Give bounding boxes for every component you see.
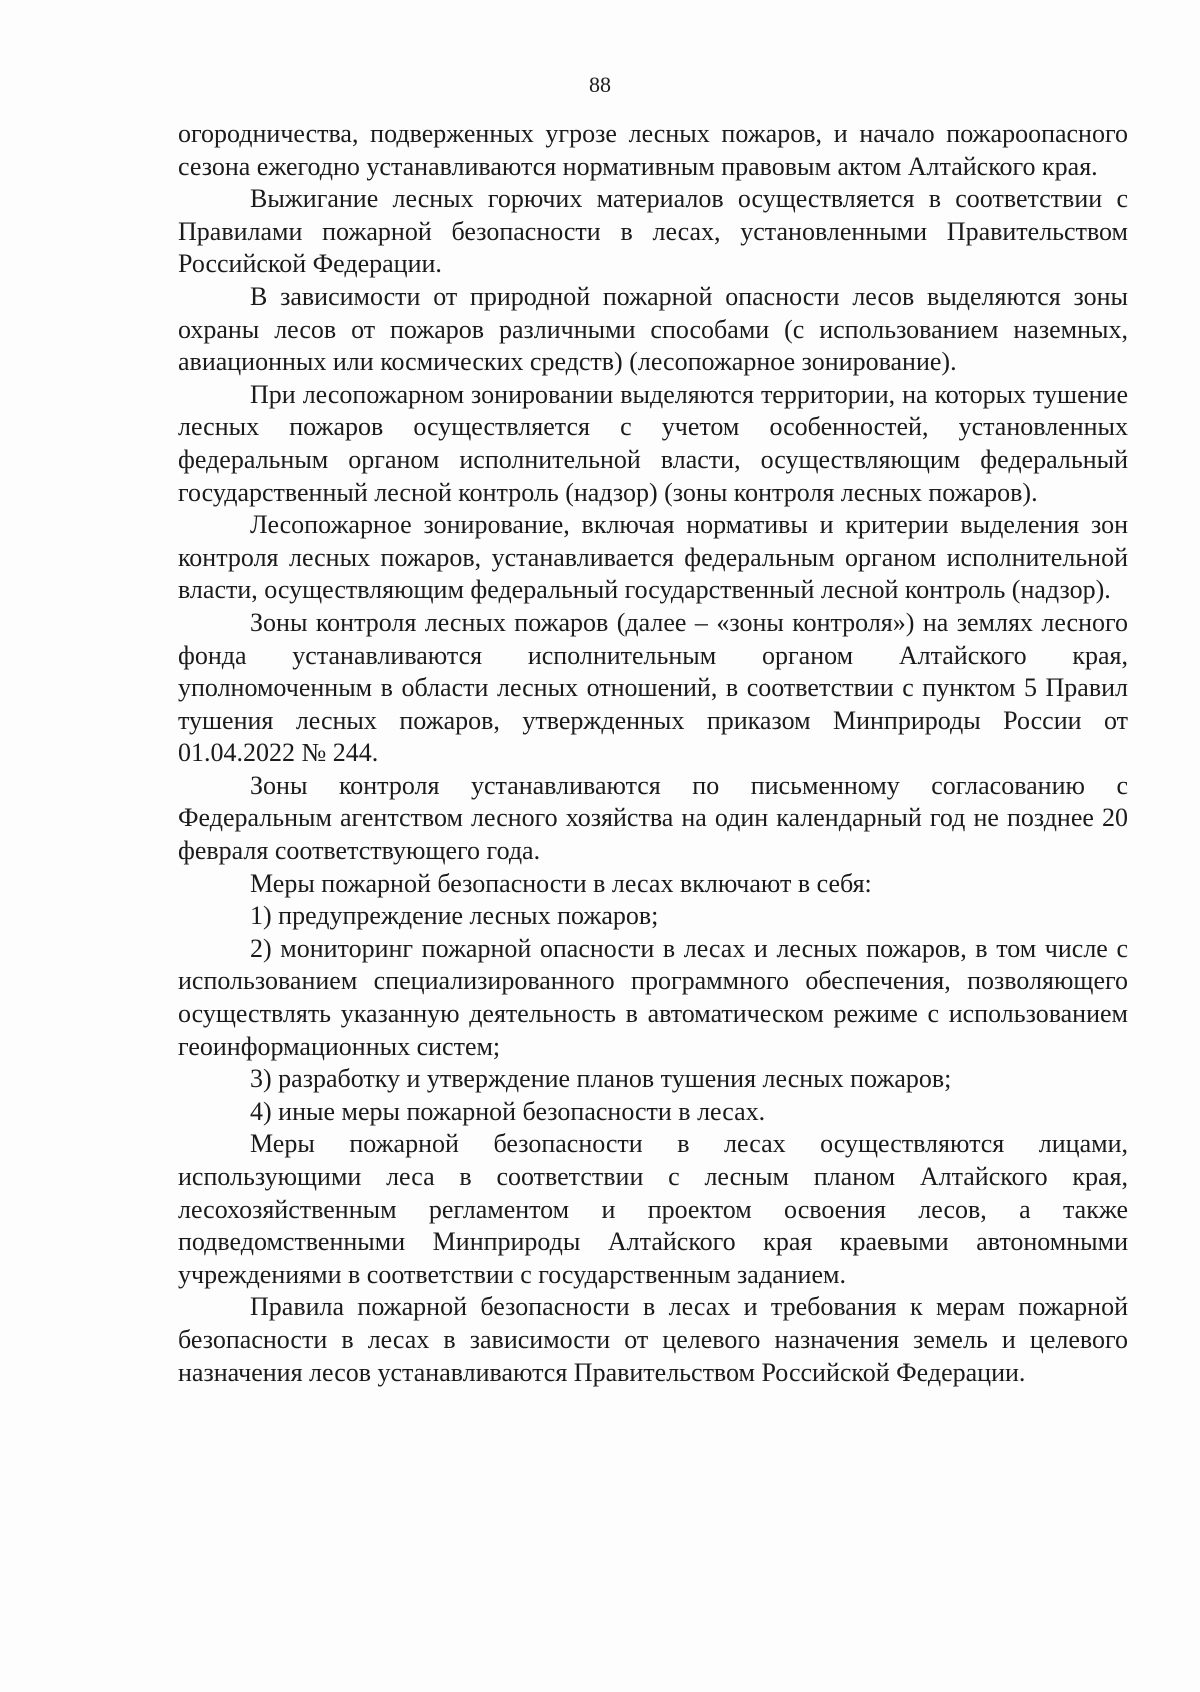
list-item: 3) разработку и утверждение планов тушения лесных пожаров;: [250, 1064, 952, 1094]
paragraph: Зоны контроля лесных пожаров (далее – «зоны контроля») на землях лесного фонда устанавливаются исполнительным органом Алтайского края, уполномоченным в области лесных отношений, в соответствии с пунктом 5 Правил тушения лесных пожаров, утвержденных приказом Минприроды России от 01.04.2022 № 244.: [178, 607, 1128, 768]
paragraph: В зависимости от природной пожарной опасности лесов выделяются зоны охраны лесов от пожаров различными способами (с использованием наземных, авиационных или космических средств) (лесопожарное зонирование).: [178, 281, 1128, 377]
paragraph: При лесопожарном зонировании выделяются территории, на которых тушение лесных пожаров осуществляется с учетом особенностей, установленных федеральным органом исполнительной власти, осуществляющим федеральный государственный лесной контроль (надзор) (зоны контроля лесных пожаров).: [178, 379, 1128, 507]
document-body: [178, 118, 1128, 1389]
paragraph: Выжигание лесных горючих материалов осуществляется в соответствии с Правилами пожарной безопасности в лесах, установленными Правительством Российской Федерации.: [178, 184, 1128, 279]
paragraph: Меры пожарной безопасности в лесах включают в себя:: [250, 868, 872, 898]
list-item: 2) мониторинг пожарной опасности в лесах и лесных пожаров, в том числе с использованием специализированного программного обеспечения, позволяющего осуществлять указанную деятельность в автоматическом режиме с использованием геоинформационных систем;: [178, 933, 1128, 1061]
list-item: 4) иные меры пожарной безопасности в лесах.: [250, 1096, 766, 1126]
paragraph: Лесопожарное зонирование, включая нормативы и критерии выделения зон контроля лесных пожаров, устанавливается федеральным органом исполнительной власти, осуществляющим федеральный государственный лесной контроль (надзор).: [178, 510, 1128, 605]
list-item: 1) предупреждение лесных пожаров;: [250, 901, 659, 931]
paragraph-continuation: огородничества, подверженных угрозе лесных пожаров, и начало пожароопасного сезона ежегодно устанавливаются нормативным правовым актом Алтайского края.: [178, 119, 1128, 181]
paragraph: Зоны контроля устанавливаются по письменному согласованию с Федеральным агентством лесного хозяйства на один календарный год не позднее 20 февраля соответствующего года.: [178, 770, 1128, 866]
paragraph: Правила пожарной безопасности в лесах и требования к мерам пожарной безопасности в лесах в зависимости от целевого назначения земель и целевого назначения лесов устанавливаются Правительством Российской Федерации.: [178, 1292, 1128, 1387]
paragraph: Меры пожарной безопасности в лесах осуществляются лицами, использующими леса в соответствии с лесным планом Алтайского края, лесохозяйственным регламентом и проектом освоения лесов, а также подведомственными Минприроды Алтайского края краевыми автономными учреждениями в соответствии с государственным заданием.: [178, 1129, 1128, 1289]
page-number: 88: [589, 72, 611, 97]
